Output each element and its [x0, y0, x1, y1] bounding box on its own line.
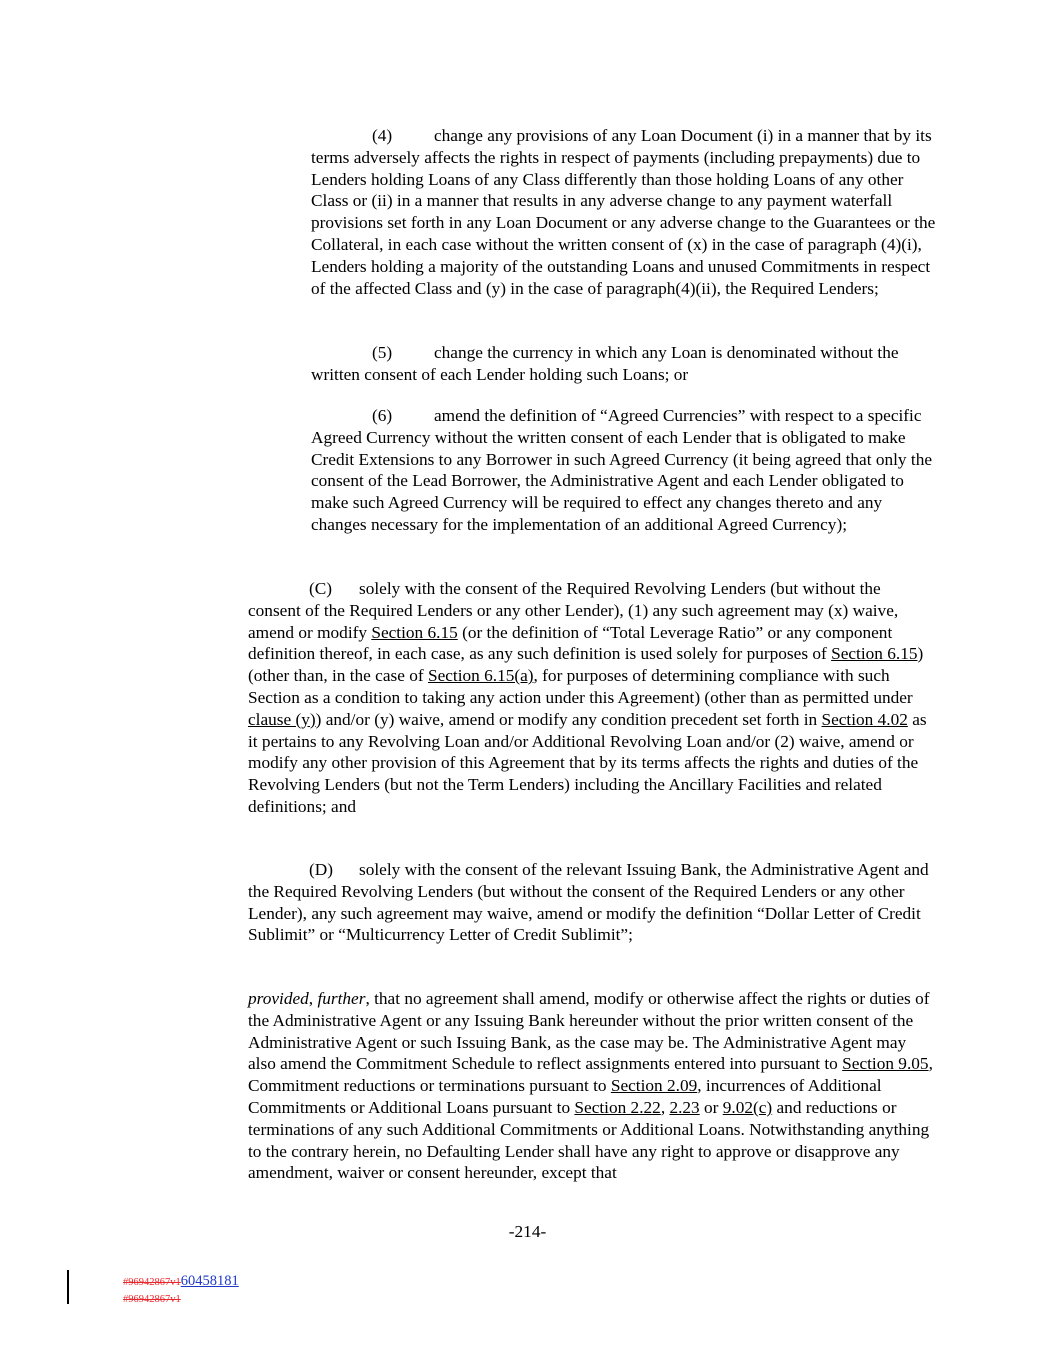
paragraph-number: (C)	[309, 579, 333, 598]
proviso-lead: further	[317, 989, 366, 1008]
paragraph-number: (5)	[372, 343, 393, 362]
paragraph-text: or	[699, 1097, 723, 1117]
paragraph-text: , that no agreement shall amend, modify or otherwise affect the rights or duties of the Administrative Agent or any Issuing Bank hereunder without the prior written consent of the Administrative Agent or such Issuing Bank, as the case may be. The Administrative Agent may also amend the Commitment Schedule to reflect assignments entered into pursuant to	[248, 989, 930, 1074]
deleted-document-id: #96942867v1	[123, 1277, 181, 1288]
paragraph-text: and reductions or terminations of any such Additional Commitments or Additional Loans. Notwithstanding anything to the contrary herein, no Defaulting Lender shall have any right to approve or disapprove any amendment, waiver or consent hereunder, except that	[248, 1097, 930, 1183]
paragraph-6	[311, 405, 936, 536]
proviso-paragraph	[248, 988, 936, 1184]
paragraph-text: as it pertains to any Revolving Loan and/or Additional Revolving Loan and/or (2) waive, amend or modify any other provision of this Agreement that by its terms affects the rights and duties of the Revolving Lenders (but not the Term Lenders) including the Ancillary Facilities and related definitions; and	[248, 709, 927, 816]
paragraph-text: solely with the consent of the relevant Issuing Bank, the Administrative Agent and the Required Revolving Lenders (but without the consent of the Required Lenders or any other Lender), any such agreement may waive, amend or modify the definition “Dollar Letter of Credit Sublimit” or “Multicurrency Letter of Credit Sublimit”;	[248, 860, 929, 945]
proviso-lead: provided	[248, 989, 309, 1008]
section-reference: Section 6.15	[371, 622, 458, 642]
paragraph-text: , Commitment reductions or terminations pursuant to	[248, 1054, 933, 1096]
section-reference: 2.23	[669, 1097, 700, 1117]
paragraph-text: change the currency in which any Loan is denominated without the written consent of each Lender holding such Loans; or	[311, 343, 899, 384]
paragraph-number: (4)	[372, 126, 393, 145]
clause-reference: clause (y)	[248, 709, 316, 729]
paragraph-text: , for purposes of determining compliance with such Section as a condition to taking any action under this Agreement) (other than as permitted under	[248, 666, 913, 707]
section-reference: Section 9.05	[842, 1054, 929, 1074]
section-reference: Section 2.22	[574, 1097, 661, 1117]
section-reference: Section 6.15	[831, 644, 918, 664]
section-reference: Section 6.15(a)	[427, 666, 534, 686]
revision-change-bar	[67, 1270, 69, 1304]
proviso-separator: ,	[308, 989, 318, 1008]
deleted-document-id: #96942867v1	[123, 1294, 181, 1305]
section-reference: Section 2.09	[610, 1076, 698, 1096]
paragraph-text: ) and/or (y) waive, amend or modify any condition precedent set forth in	[315, 709, 822, 729]
section-reference: Section 4.02	[821, 709, 908, 729]
paragraph-text: (or the definition of “Total Leverage Ratio” or any component definition thereof, in each case, as any such definition is used solely for purposes of	[248, 622, 893, 664]
paragraph-text: ,	[660, 1097, 670, 1117]
paragraph-d	[248, 859, 936, 946]
inserted-document-id: 60458181	[180, 1273, 239, 1289]
paragraph-c	[248, 578, 936, 818]
section-reference: 9.02(c)	[722, 1097, 773, 1117]
paragraph-text: , incurrences of Additional Commitments or Additional Loans pursuant to	[248, 1076, 882, 1117]
paragraph-text: solely with the consent of the Required Revolving Lenders (but without the consent of the Required Lenders or any other Lender), (1) any such agreement may (x) waive, amend or modify	[248, 579, 899, 642]
document-id	[123, 1273, 239, 1290]
paragraph-4	[311, 125, 936, 299]
paragraph-text: ) (other than, in the case of	[248, 644, 924, 686]
paragraph-number: (D)	[309, 860, 333, 879]
document-id-previous	[123, 1290, 181, 1307]
paragraph-text: amend the definition of “Agreed Currencies” with respect to a specific Agreed Currency without the written consent of each Lender that is obligated to make Credit Extensions to any Borrower in such Agreed Currency (it being agreed that only the consent of the Lead Borrower, the Administrative Agent and each Lender obligated to make such Agreed Currency will be required to effect any changes thereto and any changes necessary for the implementation of an additional Agreed Currency);	[311, 406, 933, 534]
paragraph-text: change any provisions of any Loan Document (i) in a manner that by its terms adversely affects the rights in respect of payments (including prepayments) due to Lenders holding Loans of any Class differently than those holding Loans of any other Class or (ii) in a manner that results in any adverse change to any payment waterfall provisions set forth in any Loan Document or any adverse change to the Guarantees or the Collateral, in each case without the written consent of (x) in the case of paragraph (4)(i), Lenders holding a majority of the outstanding Loans and unused Commitments in respect of the affected Class and (y) in the case of paragraph(4)(ii), the Required Lenders;	[311, 126, 936, 298]
paragraph-5	[311, 342, 936, 386]
paragraph-number: (6)	[372, 406, 393, 425]
page-number: -214-	[508, 1222, 547, 1241]
